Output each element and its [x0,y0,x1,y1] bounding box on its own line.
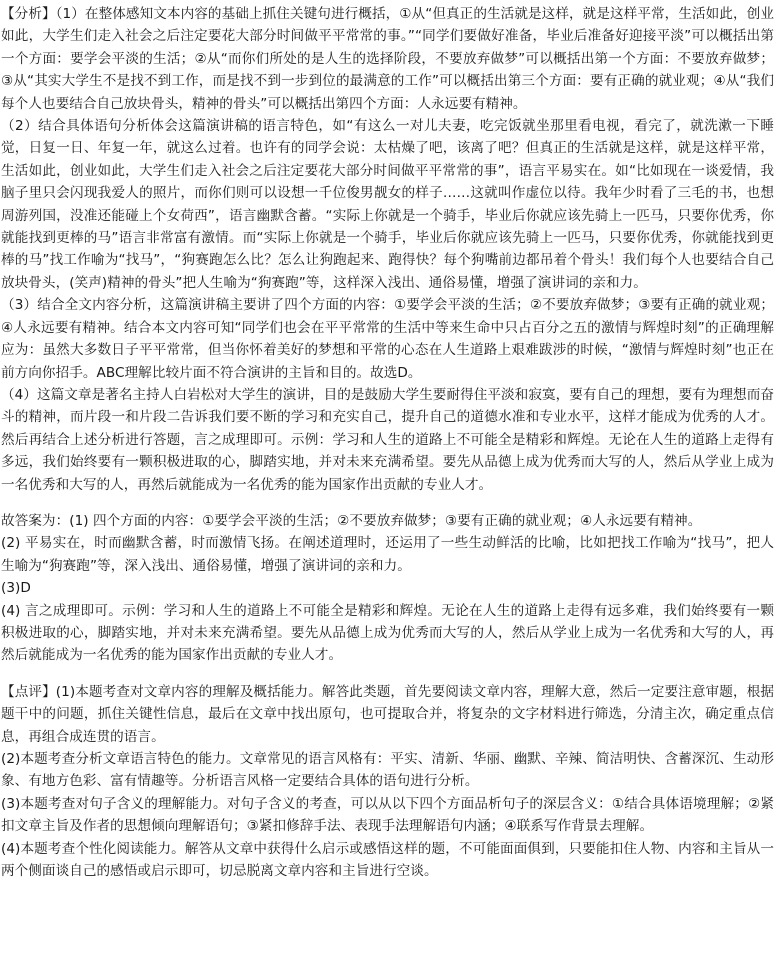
answer-paragraph-1: 故答案为：(1) 四个方面的内容：①要学会平淡的生活；②不要放弃做梦；③要有正确的就业观；④人永远要有精神。 [1,512,702,529]
analysis-paragraph-1: 【分析】（1）在整体感知文本内容的基础上抓住关键句进行概括，①从“但真正的生活就是这样，就是这样平常，生活如此，创业如此，大学生们走入社会之后注定要花大部分时间做平平常常的事。”“同学们要做好准备，毕业后准备好迎接平淡”可以概括出第一个方面：要学会平淡的生活；②从“而你们所处的是人生的选择阶段，不要放弃做梦”可以概括出第一个方面：不要放弃做梦；③从“其实大学生不是找不到工作，而是找不到一步到位的最满意的工作”可以概括出第三个方面：要有正确的就业观；④从“我们每个人也要结合自己放块骨头，精神的骨头”可以概括出第四个方面：人永远要有精神。 [1,6,774,112]
comment-section [1,681,774,883]
comment-paragraph-4: (4)本题考查个性化阅读能力。解答从文章中获得什么启示或感悟这样的题，不可能面面俱到，只要能扣住人物、内容和主旨从一两个侧面谈自己的感悟或启示即可，切忌脱离文章内容和主旨进行空谈。 [1,840,774,880]
comment-paragraph-1: 【点评】(1)本题考查对文章内容的理解及概括能力。解答此类题，首先要阅读文章内容，理解大意，然后一定要注意审题，根据题干中的问题，抓住关键性信息，最后在文章中找出原句，也可提取合并，将复杂的文字材料进行筛选，分清主次，确定重点信息，再组合成连贯的语言。 [1,683,774,745]
answer-paragraph-2: (2) 平易实在，时而幽默含蓄，时而激情飞扬。在阐述道理时，还运用了一些生动鲜活的比喻，比如把找工作喻为“找马”，把人生喻为“狗赛跑”等，深入浅出、通俗易懂，增强了演讲词的亲和力。 [1,535,774,574]
analysis-paragraph-2: （2）结合具体语句分析体会这篇演讲稿的语言特色，如“有这么一对儿夫妻，吃完饭就坐那里看电视，看完了，就洗漱一下睡觉，日复一日、年复一年，就这么过着。也许有的同学会说：太枯燥了吧，该离了吧？但真正的生活就是这样，就是这样平常，生活如此，创业如此，大学生们走入社会之后注定要花大部分时间做平平常常的事”，语言平易实在。如“比如现在一谈爱情，我脑子里只会闪现我爱人的照片，而你们则可以设想一千位俊男靓女的样子……这就叫作虚位以待。我年少时看了三毛的书，也想周游列国，没准还能碰上个女荷西”，语言幽默含蓄。“实际上你就是一个骑手，毕业后你就应该先骑上一匹马，只要你优秀，你就能找到更棒的马”语言非常富有激情。而“实际上你就是一个骑手，毕业后你就应该先骑上一匹马，只要你优秀，你就能找到更棒的马”找工作喻为“找马”，“狗赛跑怎么比？怎么让狗跑起来、跑得快？每个狗嘴前边都吊着个骨头！我们每个人也要结合自己放块骨头，(笑声)精神的骨头”把人生喻为“狗赛跑”等，这样深入浅出、通俗易懂，增强了演讲词的亲和力。 [1,118,774,291]
answer-paragraph-4: (4) 言之成理即可。示例：学习和人生的道路上不可能全是精彩和辉煌。无论在人生的道路上走得有远多难，我们始终要有一颗积极进取的心，脚踏实地，并对未来充满希望。要先从品德上成为优秀而大写的人，然后从学业上成为一名优秀和大写的人，再然后就能成为一名优秀的能为国家作出贡献的专业人才。 [1,602,774,664]
comment-paragraph-3: (3)本题考查对句子含义的理解能力。对句子含义的考查，可以从以下四个方面品析句子的深层含义：①结合具体语境理解；②紧扣文章主旨及作者的思想倾向理解语句；③紧扣修辞手法、表现手法理解语句内涵；④联系写作背景去理解。 [1,795,774,835]
answer-paragraph-3: (3)D [1,580,31,597]
analysis-paragraph-4: （4）这篇文章是著名主持人白岩松对大学生的演讲，目的是鼓励大学生要耐得住平淡和寂寞，要有自己的理想，要有为理想而奋斗的精神，而片段一和片段二告诉我们要不断的学习和充实自己，提升自己的道德水准和专业水平，这样才能成为优秀的人才。然后再结合上述分析进行答题，言之成理即可。示例：学习和人生的道路上不可能全是精彩和辉煌。无论在人生的道路上走得有多远，我们始终要有一颗积极进取的心，脚踏实地，并对未来充满希望。要先从品德上成为优秀而大写的人，然后从学业上成为一名优秀和大写的人，再然后就能成为一名优秀的能为国家作出贡献的专业人才。 [1,386,774,493]
section-spacer [1,667,774,681]
analysis-paragraph-3: （3）结合全文内容分析，这篇演讲稿主要讲了四个方面的内容：①要学会平淡的生活；②不要放弃做梦；③要有正确的就业观；④人永远要有精神。结合本文内容可知“同学们也会在平平常常的生活中等来生命中只占百分之五的激情与辉煌时刻”的正确理解应为：虽然大多数日子平平常常，但当你怀着美好的梦想和平常的心态在人生道路上艰难跋涉的时候，“激情与辉煌时刻”也正在前方向你招手。ABC理解比较片面不符合演讲的主旨和目的。故选D。 [1,297,774,381]
section-spacer [1,496,774,510]
comment-paragraph-2: (2)本题考查分析文章语言特色的能力。文章常见的语言风格有：平实、清新、华丽、幽默、辛辣、简洁明快、含蓄深沉、生动形象、有地方色彩、富有情趣等。分析语言风格一定要结合具体的语句进行分析。 [1,751,774,790]
answer-section [1,510,774,667]
analysis-section [1,3,774,496]
